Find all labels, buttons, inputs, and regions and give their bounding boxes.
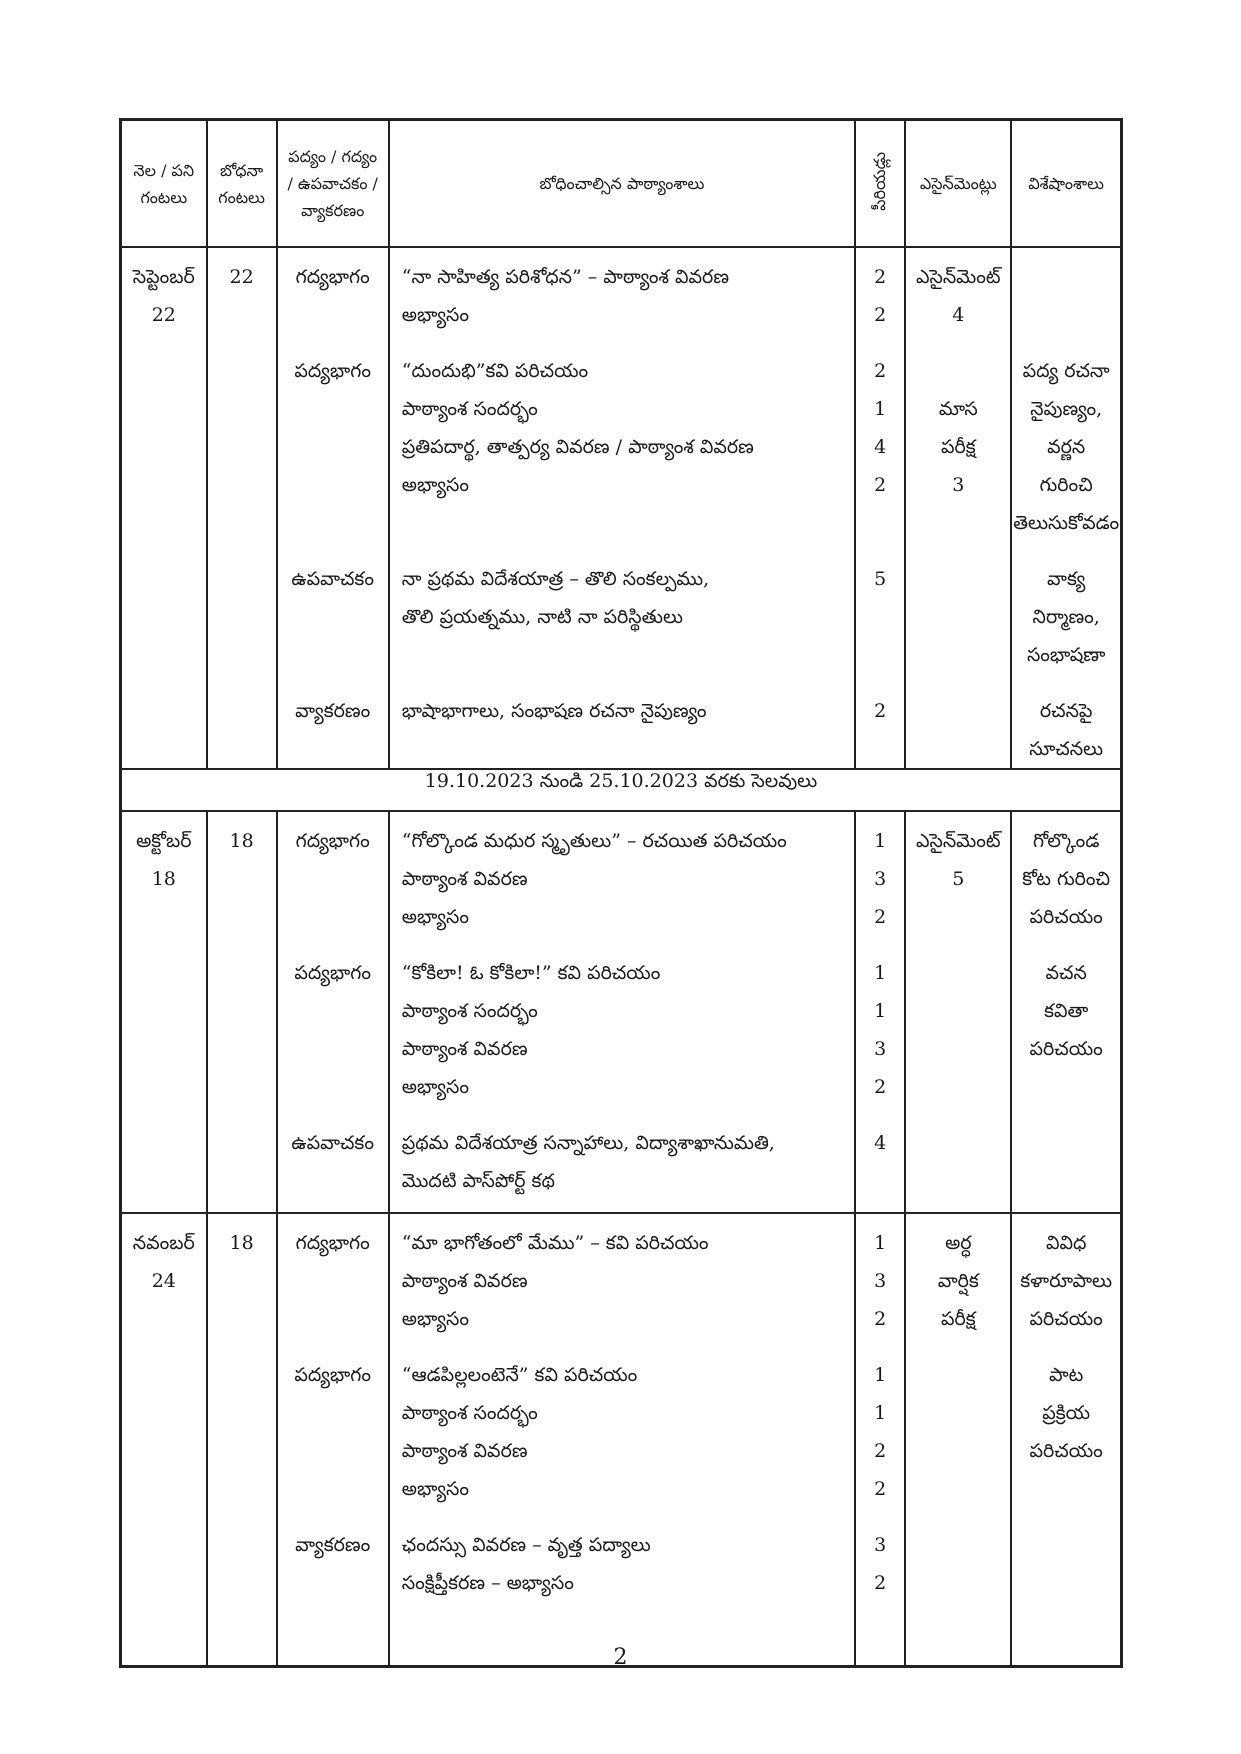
blank-line xyxy=(278,1162,388,1200)
topic-line xyxy=(390,730,854,768)
blank-line xyxy=(278,428,388,466)
teaching-hours-cell xyxy=(207,247,277,769)
assignment-line xyxy=(906,504,1010,542)
remark-line xyxy=(1012,296,1120,334)
periods-value: 1 xyxy=(874,830,887,852)
assignment-line: ఎసైన్‌మెంట్ xyxy=(916,266,1001,288)
assignment-line xyxy=(906,1602,1010,1640)
lesson-type: వ్యాకరణం xyxy=(295,700,371,722)
blank-line xyxy=(278,1602,388,1640)
topic-line xyxy=(390,1602,854,1640)
remark-line: రచనపై xyxy=(1039,700,1093,722)
assignment-line xyxy=(906,954,1010,992)
blank-line xyxy=(278,1300,388,1338)
group-gap xyxy=(906,1338,1010,1356)
group-gap xyxy=(390,1106,854,1124)
group-gap xyxy=(278,1338,388,1356)
assignment-line xyxy=(906,1564,1010,1602)
group-gap xyxy=(856,674,904,692)
group-gap xyxy=(390,334,854,352)
group-gap xyxy=(906,1106,1010,1124)
group-gap xyxy=(856,1106,904,1124)
blank-line xyxy=(278,730,388,768)
periods-value: 4 xyxy=(874,1132,887,1154)
periods-value: 2 xyxy=(874,1572,887,1594)
assignment-line xyxy=(906,352,1010,390)
month-work-hours: 22 xyxy=(151,304,176,326)
group-gap xyxy=(856,936,904,954)
assignment-line xyxy=(906,1470,1010,1508)
assignment-line: 3 xyxy=(952,474,965,496)
periods-value xyxy=(856,1162,904,1200)
group-gap xyxy=(906,936,1010,954)
periods-value: 3 xyxy=(874,1270,887,1292)
topic-line: తొలి ప్రయత్నము, నాటి నా పరిస్థితులు xyxy=(401,606,683,628)
periods-value: 2 xyxy=(874,700,887,722)
remark-line: కళారూపాలు xyxy=(1020,1270,1113,1292)
blank-line xyxy=(278,1068,388,1106)
assignment-line xyxy=(906,1030,1010,1068)
month-row xyxy=(121,1213,1122,1666)
assignment-line: మాస xyxy=(938,398,978,420)
group-gap xyxy=(856,1338,904,1356)
periods-value xyxy=(856,730,904,768)
blank-line xyxy=(278,1470,388,1508)
teaching-hours-cell xyxy=(207,811,277,1213)
topic-cell xyxy=(389,811,855,1213)
remark-line xyxy=(1012,1602,1120,1640)
group-gap xyxy=(390,674,854,692)
page-number: 2 xyxy=(613,1645,628,1670)
periods-value: 2 xyxy=(874,266,887,288)
assignment-line xyxy=(906,1068,1010,1106)
lesson-type: గద్యభాగం xyxy=(295,830,370,852)
periods-value xyxy=(856,598,904,636)
topic-line: ప్రతిపదార్థ, తాత్పర్య వివరణ / పాఠ్యాంశ వివరణ xyxy=(401,436,754,458)
remarks-cell xyxy=(1011,247,1121,769)
topic-line: నా ప్రథమ విదేశయాత్ర – తొలి సంకల్పము, xyxy=(401,568,710,590)
topic-line: పాఠ్యాంశ సందర్భం xyxy=(401,398,538,420)
group-gap xyxy=(856,334,904,352)
remark-line: గోల్కొండ xyxy=(1032,830,1100,852)
month-work-hours: 18 xyxy=(151,868,176,890)
assignment-line: ఎసైన్‌మెంట్ xyxy=(916,830,1001,852)
assignment-line: వార్షిక xyxy=(937,1270,979,1292)
assignment-line xyxy=(906,1526,1010,1564)
group-gap xyxy=(390,936,854,954)
remarks-cell xyxy=(1011,811,1121,1213)
remark-line: వచన xyxy=(1045,962,1087,984)
lesson-type: గద్యభాగం xyxy=(295,266,370,288)
topic-line: “నా సాహిత్య పరిశోధన” – పాఠ్యాంశ వివరణ xyxy=(401,266,730,288)
syllabus-table xyxy=(119,118,1123,1668)
header-topics: బోధించాల్సిన పాఠ్యాంశాలు xyxy=(389,120,855,248)
group-gap xyxy=(1012,674,1120,692)
lesson-type: పద్యభాగం xyxy=(294,360,371,382)
periods-value xyxy=(856,1602,904,1640)
remark-line xyxy=(1012,1526,1120,1564)
topic-line: పాఠ్యాంశ వివరణ xyxy=(401,1270,528,1292)
group-gap xyxy=(856,1508,904,1526)
periods-value: 3 xyxy=(874,868,887,890)
assignment-cell xyxy=(905,811,1011,1213)
assignment-line: 4 xyxy=(952,304,965,326)
remark-line xyxy=(1012,1564,1120,1602)
remark-line: తెలుసుకోవడం xyxy=(1013,512,1120,534)
remark-line: పరిచయం xyxy=(1029,1440,1103,1462)
topic-line: “ఆడపిల్లలంటెనే” కవి పరిచయం xyxy=(401,1364,638,1386)
topic-line: సంక్షిప్తీకరణ – అభ్యాసం xyxy=(401,1572,574,1594)
topic-line: ఛందస్సు వివరణ – వృత్త పద్యాలు xyxy=(401,1534,651,1556)
lesson-type: గద్యభాగం xyxy=(295,1232,370,1254)
month-row xyxy=(121,811,1122,1213)
remark-line: కవితా xyxy=(1044,1000,1089,1022)
topic-line: అభ్యాసం xyxy=(401,1076,469,1098)
month-cell xyxy=(121,247,207,769)
periods-cell xyxy=(855,1213,905,1666)
month-cell xyxy=(121,811,207,1213)
lesson-type: పద్యభాగం xyxy=(294,1364,371,1386)
month-cell xyxy=(121,1213,207,1666)
assignment-line xyxy=(906,898,1010,936)
remark-line: నైపుణ్యం, xyxy=(1030,398,1103,420)
periods-value: 1 xyxy=(874,1402,887,1424)
topic-cell xyxy=(389,1213,855,1666)
remark-line xyxy=(1012,1470,1120,1508)
assignment-line xyxy=(906,692,1010,730)
remarks-cell xyxy=(1011,1213,1121,1666)
periods-value: 2 xyxy=(874,304,887,326)
remark-line: ప్రక్రియ xyxy=(1042,1402,1091,1424)
blank-line xyxy=(278,598,388,636)
topic-line: పాఠ్యాంశ సందర్భం xyxy=(401,1000,538,1022)
topic-line: ప్రథమ విదేశయాత్ర సన్నాహాలు, విద్యాశాఖానుమతి, xyxy=(401,1132,775,1154)
month-name: నవంబర్ xyxy=(132,1232,195,1254)
assignment-line: 5 xyxy=(952,868,965,890)
month-name: సెప్టెంబర్ xyxy=(132,266,195,288)
assignment-line: అర్ధ xyxy=(945,1232,972,1254)
group-gap xyxy=(906,674,1010,692)
group-gap xyxy=(390,1338,854,1356)
topic-line: అభ్యాసం xyxy=(401,304,469,326)
group-gap xyxy=(390,542,854,560)
assignment-line: పరీక్ష xyxy=(940,436,976,458)
topic-line: పాఠ్యాంశ వివరణ xyxy=(401,868,528,890)
blank-line xyxy=(278,1262,388,1300)
remark-line: పద్య రచనా xyxy=(1022,360,1110,382)
blank-line xyxy=(278,1564,388,1602)
remark-line: గురించి xyxy=(1039,474,1093,496)
topic-line: పాఠ్యాంశ వివరణ xyxy=(401,1038,528,1060)
assignment-line xyxy=(906,1356,1010,1394)
topic-line: అభ్యాసం xyxy=(401,1308,469,1330)
topic-line: “మా భాగోతంలో మేము” – కవి పరిచయం xyxy=(401,1232,709,1254)
remark-line: వర్ణన xyxy=(1047,436,1086,458)
periods-cell xyxy=(855,247,905,769)
periods-value: 4 xyxy=(874,436,887,458)
topic-line xyxy=(390,504,854,542)
header-remarks: విశేషాంశాలు xyxy=(1011,120,1121,248)
header-assignments: ఎసైన్‌మెంట్లు xyxy=(905,120,1011,248)
topic-line: పాఠ్యాంశ వివరణ xyxy=(401,1440,528,1462)
remark-line: వాక్య xyxy=(1047,568,1086,590)
group-gap xyxy=(906,1508,1010,1526)
periods-value xyxy=(856,636,904,674)
assignment-line xyxy=(906,636,1010,674)
periods-value: 3 xyxy=(874,1038,887,1060)
periods-value: 1 xyxy=(874,398,887,420)
topic-line: “దుందుభి”కవి పరిచయం xyxy=(401,360,589,382)
group-gap xyxy=(278,1106,388,1124)
holiday-row xyxy=(121,769,1122,811)
remark-line: పరిచయం xyxy=(1029,1038,1103,1060)
group-gap xyxy=(1012,1508,1120,1526)
periods-value: 1 xyxy=(874,1364,887,1386)
blank-line xyxy=(278,992,388,1030)
assignment-line xyxy=(906,730,1010,768)
teaching-hours-cell xyxy=(207,1213,277,1666)
header-row xyxy=(121,120,1122,248)
topic-cell xyxy=(389,247,855,769)
remark-line xyxy=(1012,258,1120,296)
type-cell xyxy=(277,247,389,769)
group-gap xyxy=(278,334,388,352)
blank-line xyxy=(278,898,388,936)
periods-value: 2 xyxy=(874,360,887,382)
group-gap xyxy=(390,1508,854,1526)
blank-line xyxy=(278,860,388,898)
assignment-line xyxy=(906,1162,1010,1200)
topic-line: భాషాభాగాలు, సంభాషణ రచనా నైపుణ్యం xyxy=(401,700,707,722)
group-gap xyxy=(856,542,904,560)
group-gap xyxy=(278,674,388,692)
group-gap xyxy=(278,542,388,560)
topic-line: “కోకిలా! ఓ కోకిలా!” కవి పరిచయం xyxy=(401,962,661,984)
blank-line xyxy=(278,466,388,504)
periods-value: 2 xyxy=(874,906,887,928)
remark-line xyxy=(1012,1068,1120,1106)
topic-line xyxy=(390,636,854,674)
group-gap xyxy=(1012,936,1120,954)
periods-value: 2 xyxy=(874,1478,887,1500)
assignment-line xyxy=(906,598,1010,636)
periods-cell xyxy=(855,811,905,1213)
type-cell xyxy=(277,1213,389,1666)
lesson-type: ఉపవాచకం xyxy=(291,568,374,590)
group-gap xyxy=(1012,1338,1120,1356)
periods-value: 5 xyxy=(874,568,887,590)
blank-line xyxy=(278,504,388,542)
assignment-cell xyxy=(905,1213,1011,1666)
periods-value: 1 xyxy=(874,1232,887,1254)
group-gap xyxy=(278,1508,388,1526)
periods-value: 1 xyxy=(874,1000,887,1022)
teaching-hours: 18 xyxy=(229,830,254,852)
assignment-line xyxy=(906,992,1010,1030)
group-gap xyxy=(1012,334,1120,352)
blank-line xyxy=(278,390,388,428)
remark-line: పాట xyxy=(1049,1364,1084,1386)
remark-line: కోట గురించి xyxy=(1022,868,1111,890)
header-type: పద్యం / గద్యం / ఉపవాచకం / వ్యాకరణం xyxy=(277,120,389,248)
type-cell xyxy=(277,811,389,1213)
remark-line: సూచనలు xyxy=(1029,738,1104,760)
header-periods: పీరియడ్లు xyxy=(855,120,905,248)
topic-line: పాఠ్యాంశ సందర్భం xyxy=(401,1402,538,1424)
topic-line: అభ్యాసం xyxy=(401,474,469,496)
lesson-type: పద్యభాగం xyxy=(294,962,371,984)
assignment-line xyxy=(906,1432,1010,1470)
blank-line xyxy=(278,296,388,334)
topic-line: అభ్యాసం xyxy=(401,906,469,928)
group-gap xyxy=(1012,542,1120,560)
assignment-line xyxy=(906,560,1010,598)
month-work-hours: 24 xyxy=(151,1270,176,1292)
topic-line: మొదటి పాస్‌పోర్ట్ కథ xyxy=(401,1170,555,1192)
group-gap xyxy=(1012,1106,1120,1124)
remark-line: వివిధ xyxy=(1045,1232,1087,1254)
periods-value: 2 xyxy=(874,1308,887,1330)
lesson-type: ఉపవాచకం xyxy=(291,1132,374,1154)
periods-value: 3 xyxy=(874,1534,887,1556)
periods-value: 2 xyxy=(874,1440,887,1462)
remark-line: పరిచయం xyxy=(1029,1308,1103,1330)
remark-line: నిర్మాణం, xyxy=(1032,606,1100,628)
holiday-note: 19.10.2023 నుండి 25.10.2023 వరకు సెలవులు xyxy=(121,769,1122,811)
group-gap xyxy=(906,542,1010,560)
header-teaching-hours: బోధనా గంటలు xyxy=(207,120,277,248)
assignment-line: పరీక్ష xyxy=(940,1308,976,1330)
blank-line xyxy=(278,636,388,674)
blank-line xyxy=(278,1030,388,1068)
month-name: అక్టోబర్ xyxy=(136,830,192,852)
remark-line xyxy=(1012,1124,1120,1162)
periods-value xyxy=(856,504,904,542)
topic-line: అభ్యాసం xyxy=(401,1478,469,1500)
assignment-cell xyxy=(905,247,1011,769)
periods-value: 2 xyxy=(874,1076,887,1098)
teaching-hours: 22 xyxy=(229,266,254,288)
group-gap xyxy=(906,334,1010,352)
month-row xyxy=(121,247,1122,769)
remark-line xyxy=(1012,1162,1120,1200)
assignment-line xyxy=(906,1394,1010,1432)
group-gap xyxy=(278,936,388,954)
teaching-hours: 18 xyxy=(229,1232,254,1254)
remark-line: సంభాషణా xyxy=(1026,644,1106,666)
header-month: నెల / పని గంటలు xyxy=(121,120,207,248)
periods-value: 2 xyxy=(874,474,887,496)
blank-line xyxy=(278,1394,388,1432)
lesson-type: వ్యాకరణం xyxy=(295,1534,371,1556)
topic-line: “గోల్కొండ మధుర స్మృతులు” – రచయిత పరిచయం xyxy=(401,830,787,852)
assignment-line xyxy=(906,1124,1010,1162)
periods-value: 1 xyxy=(874,962,887,984)
remark-line: పరిచయం xyxy=(1029,906,1103,928)
blank-line xyxy=(278,1432,388,1470)
